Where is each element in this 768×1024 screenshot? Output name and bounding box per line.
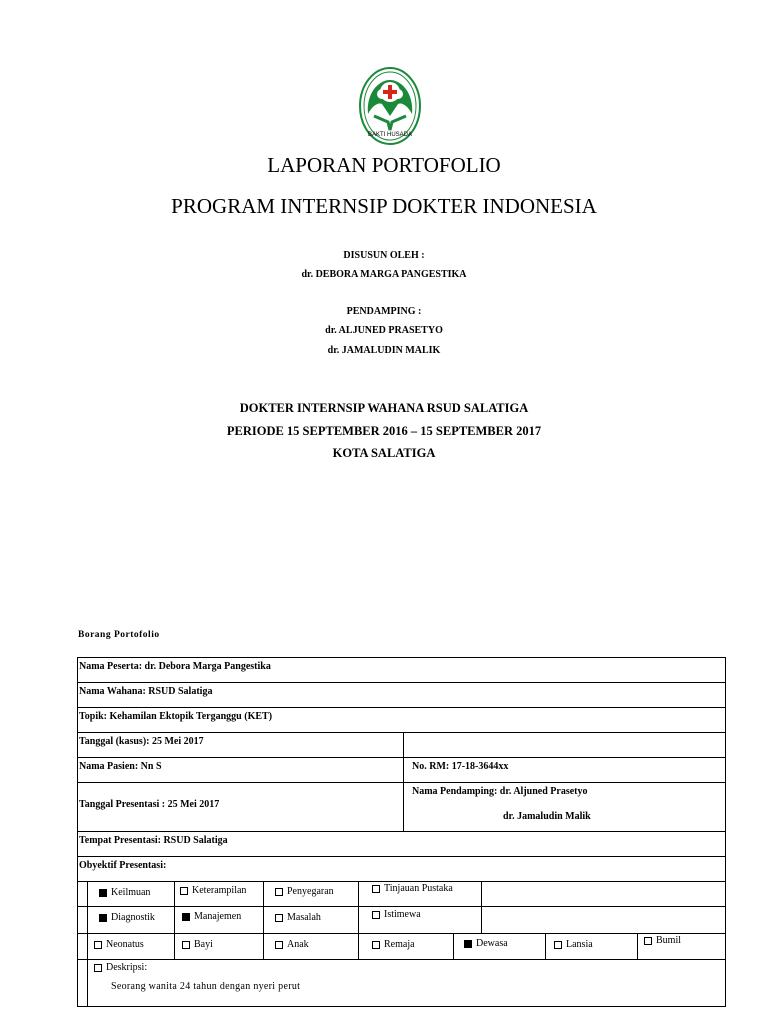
checkbox-tinjauan-pustaka[interactable] [372, 885, 380, 893]
options-row-2 [77, 906, 726, 933]
opt-keilmuan[interactable]: Keilmuan [99, 887, 150, 898]
opt-istimewa[interactable]: Istimewa [372, 909, 421, 920]
pendamping-label: PENDAMPING : [346, 306, 422, 317]
opt-penyegaran[interactable]: Penyegaran [275, 886, 334, 897]
row-nama-pasien: Nama Pasien: Nn S No. RM: 17-18-3644xx [77, 757, 726, 782]
row-nama-peserta: Nama Peserta: dr. Debora Marga Pangestika [77, 657, 726, 682]
checkbox-diagnostik[interactable] [99, 914, 107, 922]
row-nama-wahana: Nama Wahana: RSUD Salatiga [77, 682, 726, 707]
checkbox-manajemen[interactable] [182, 913, 190, 921]
checkbox-bumil[interactable] [644, 937, 652, 945]
bakti-husada-logo [358, 66, 422, 146]
periode-line: PERIODE 15 SEPTEMBER 2016 – 15 SEPTEMBER 2017 [226, 424, 542, 438]
pendamping-2: dr. JAMALUDIN MALIK [327, 345, 441, 356]
opt-deskripsi[interactable]: Deskripsi: [94, 962, 147, 973]
opt-lansia[interactable]: Lansia [554, 939, 593, 950]
row-obyektif: Obyektif Presentasi: [77, 856, 726, 881]
options-row-3 [77, 933, 726, 959]
opt-anak[interactable]: Anak [275, 939, 309, 950]
pendamping-1: dr. ALJUNED PRASETYO [325, 325, 443, 336]
opt-manajemen[interactable]: Manajemen [182, 911, 241, 922]
borang-table [77, 657, 726, 1007]
opt-bumil[interactable]: Bumil [644, 935, 681, 946]
opt-remaja[interactable]: Remaja [372, 939, 415, 950]
opt-neonatus[interactable]: Neonatus [94, 939, 144, 950]
row-presentasi: Tanggal Presentasi : 25 Mei 2017 Nama Pendamping: dr. Aljuned Prasetyo dr. Jamaludin Malik [77, 782, 726, 831]
options-row-1 [77, 881, 726, 906]
pendamping-1-cell: Nama Pendamping: dr. Aljuned Prasetyo [412, 786, 588, 797]
checkbox-remaja[interactable] [372, 941, 380, 949]
row-deskripsi [77, 959, 726, 1007]
checkbox-dewasa[interactable] [464, 940, 472, 948]
row-tanggal-kasus: Tanggal (kasus): 25 Mei 2017 [77, 732, 726, 757]
opt-bayi[interactable]: Bayi [182, 939, 213, 950]
checkbox-neonatus[interactable] [94, 941, 102, 949]
disusun-label: DISUSUN OLEH : [343, 250, 425, 261]
deskripsi-text: Seorang wanita 24 tahun dengan nyeri perut [111, 981, 301, 992]
no-rm: No. RM: 17-18-3644xx [412, 761, 509, 772]
disusun-name: dr. DEBORA MARGA PANGESTIKA [301, 269, 467, 280]
opt-keterampilan[interactable]: Keterampilan [180, 885, 246, 896]
checkbox-keilmuan[interactable] [99, 889, 107, 897]
checkbox-keterampilan[interactable] [180, 887, 188, 895]
checkbox-lansia[interactable] [554, 941, 562, 949]
wahana-line: DOKTER INTERNSIP WAHANA RSUD SALATIGA [239, 401, 529, 415]
checkbox-istimewa[interactable] [372, 911, 380, 919]
title-program: PROGRAM INTERNSIP DOKTER INDONESIA [171, 194, 597, 218]
checkbox-penyegaran[interactable] [275, 888, 283, 896]
checkbox-anak[interactable] [275, 941, 283, 949]
row-tempat: Tempat Presentasi: RSUD Salatiga [77, 831, 726, 856]
checkbox-bayi[interactable] [182, 941, 190, 949]
opt-dewasa[interactable]: Dewasa [464, 938, 508, 949]
checkbox-masalah[interactable] [275, 914, 283, 922]
pendamping-2-cell: dr. Jamaludin Malik [503, 811, 591, 822]
borang-title: Borang Portofolio [78, 630, 160, 640]
svg-text:BAKTI HUSADA: BAKTI HUSADA [367, 132, 413, 138]
opt-tinjauan-pustaka[interactable]: Tinjauan Pustaka [372, 883, 453, 894]
opt-masalah[interactable]: Masalah [275, 912, 321, 923]
checkbox-deskripsi[interactable] [94, 964, 102, 972]
opt-diagnostik[interactable]: Diagnostik [99, 912, 155, 923]
row-topik: Topik: Kehamilan Ektopik Terganggu (KET) [77, 707, 726, 732]
kota-line: KOTA SALATIGA [332, 446, 436, 460]
title-laporan: LAPORAN PORTOFOLIO [267, 153, 501, 177]
